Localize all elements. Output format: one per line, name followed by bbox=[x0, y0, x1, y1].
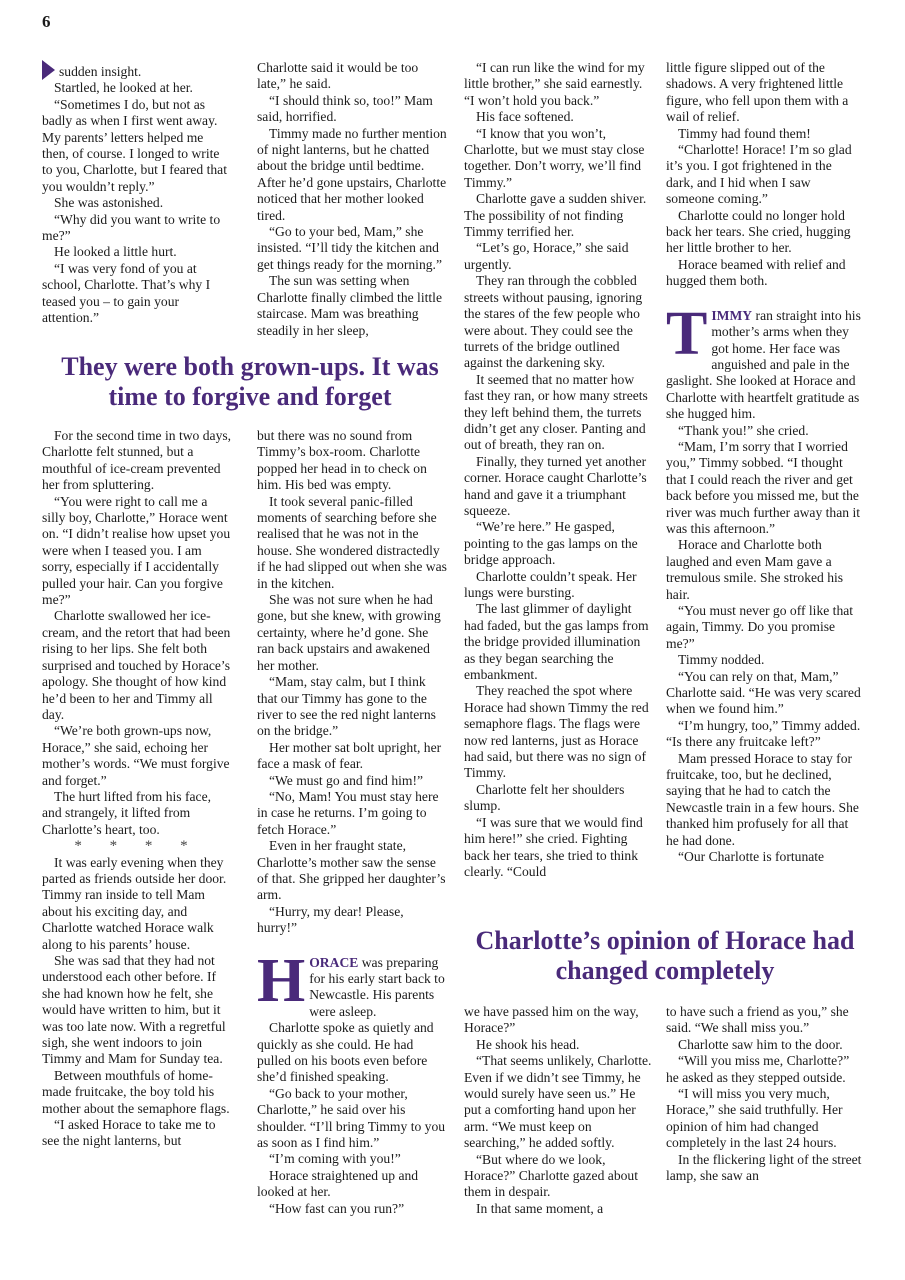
paragraph: Charlotte saw him to the door. bbox=[678, 1036, 843, 1052]
paragraph: “Hurry, my dear! Please, hurry!” bbox=[257, 903, 404, 936]
paragraph: She was not sure when he had gone, but she knew, with growing certainty, where he’d gone. She ran back upstairs and awakened her mother. bbox=[257, 592, 441, 673]
paragraph: “Thank you!” she cried. bbox=[678, 422, 809, 438]
paragraph: Charlotte swallowed her ice-cream, and the retort that had been rising to her lips. She felt both surprised and touched by Horace’s apology. She thought of how kind he’d been to her and Timmy all day. bbox=[42, 608, 231, 722]
paragraph: Finally, they turned yet another corner. Horace caught Charlotte’s hand and gave it a triumphant squeeze. bbox=[464, 453, 647, 518]
paragraph: “Let’s go, Horace,” she said urgently. bbox=[464, 240, 629, 272]
paragraph: “Sometimes I do, but not as badly as when I first went away. My parents’ letters helped me then, of course. I longed to write to you, Charlotte, but I feared that you wouldn’t reply.” bbox=[42, 96, 227, 194]
paragraph: The last glimmer of daylight had faded, but the gas lamps from the bridge provided illumination as they began searching the embankment. bbox=[464, 601, 649, 683]
paragraph: Charlotte said it would be too late,” he said. bbox=[257, 60, 419, 92]
lead-word: IMMY bbox=[711, 307, 753, 323]
paragraph: They reached the spot where Horace had shown Timmy the red semaphore flags. The flags were now red lanterns, just as Horace had said, but there was no sign of Timmy. bbox=[464, 683, 649, 781]
paragraph: “Mam, I’m sorry that I worried you,” Timmy sobbed. “I thought that I could reach the river and get back before you missed me, but the river was much further away than it was this afternoon.” bbox=[666, 438, 861, 536]
paragraph: to have such a friend as you,” she said. “We shall miss you.” bbox=[666, 1004, 849, 1036]
paragraph-text: ran straight into his mother’s arms when they got home. Her face was anguished and pale in the gaslight. She looked at Horace and Charlotte with heartfelt gratitude as she hugged him. bbox=[666, 307, 861, 422]
paragraph: Horace straightened up and looked at her. bbox=[257, 1167, 419, 1200]
paragraph: Timmy had found them! bbox=[678, 125, 811, 141]
section-separator: * * * * bbox=[74, 838, 200, 855]
lead-word: ORACE bbox=[309, 954, 359, 970]
paragraph: Her mother sat bolt upright, her face a mask of fear. bbox=[257, 739, 442, 772]
paragraph: It was early evening when they parted as friends outside her door. Timmy ran inside to tell Mam about his exciting day, and Charlotte watched Horace walk along to his parents’ house. bbox=[42, 854, 227, 952]
paragraph: but there was no sound from Timmy’s box-room. Charlotte popped her head in to check on him. His bed was empty. bbox=[257, 428, 427, 493]
paragraph: “I was very fond of you at school, Charlotte. That’s why I teased you – to gain your attention.” bbox=[42, 260, 211, 326]
paragraph: “We’re both grown-ups now, Horace,” she said, echoing her mother’s words. “We must forgive and forget.” bbox=[42, 723, 230, 788]
paragraph: Startled, he looked at her. bbox=[54, 80, 193, 96]
paragraph: She was sad that they had not understood each other before. If she had known how he felt, she would have written to him, but it was too late now. With a regretful sigh, she went indoors to join Timmy and Mam for Sunday tea. bbox=[42, 953, 226, 1067]
paragraph-text: sudden insight. bbox=[59, 64, 142, 79]
column-3 bbox=[464, 60, 654, 880]
drop-cap: T bbox=[666, 299, 708, 368]
column-3-bottom bbox=[464, 1004, 654, 1217]
paragraph: we have passed him on the way, Horace?” bbox=[464, 1004, 639, 1036]
paragraph: “You were right to call me a silly boy, Charlotte,” Horace went on. “I didn’t realise how upset you were when I teased you. I am sorry, especially if I accidentally pulled your hair. Can you forgive me?” bbox=[42, 493, 231, 608]
paragraph: “Our Charlotte is fortunate bbox=[678, 849, 825, 865]
paragraph: “I was sure that we would find him here!” she cried. Fighting back her tears, she tried to think clearly. “Could bbox=[464, 814, 643, 879]
paragraph: “You can rely on that, Mam,” Charlotte said. “He was very scared when we found him.” bbox=[666, 668, 861, 717]
paragraph: His face softened. bbox=[476, 109, 574, 125]
column-1-middle bbox=[42, 428, 232, 1150]
paragraph: He looked a little hurt. bbox=[54, 244, 177, 260]
column-2-middle bbox=[257, 428, 447, 1217]
column-4-bottom bbox=[666, 1004, 862, 1184]
page-number: 6 bbox=[42, 12, 51, 31]
paragraph: She was astonished. bbox=[54, 195, 164, 211]
paragraph: Mam pressed Horace to stay for fruitcake, too, but he declined, saying that he had to catch the Newcastle train in a few hours. She thanked him profusely for all that he had done. bbox=[666, 750, 859, 848]
paragraph: “Mam, stay calm, but I think that our Timmy has gone to the river to see the red night lanterns on the bridge.” bbox=[257, 674, 436, 739]
paragraph: Charlotte couldn’t speak. Her lungs were bursting. bbox=[464, 568, 637, 600]
paragraph: “No, Mam! You must stay here in case he returns. I’m going to fetch Horace.” bbox=[257, 788, 439, 837]
paragraph: “We must go and find him!” bbox=[269, 772, 424, 788]
paragraph: “Why did you want to write to me?” bbox=[42, 211, 221, 244]
paragraph: “You must never go off like that again, Timmy. Do you promise me?” bbox=[666, 603, 854, 651]
paragraph: “I know that you won’t, Charlotte, but we must stay close together. Don’t worry, we’ll find Timmy.” bbox=[464, 125, 645, 190]
paragraph: In that same moment, a bbox=[476, 1200, 604, 1216]
paragraph-text: was preparing for his early start back to Newcastle. His parents were asleep. bbox=[309, 954, 445, 1019]
paragraph: “How fast can you run?” bbox=[269, 1200, 405, 1216]
paragraph: “Will you miss me, Charlotte?” he asked as they stepped outside. bbox=[666, 1053, 850, 1085]
paragraph: Charlotte could no longer hold back her tears. She cried, hugging her little brother to her. bbox=[666, 207, 851, 256]
triangle-marker-icon bbox=[42, 60, 55, 80]
paragraph: Charlotte gave a sudden shiver. The possibility of not finding Timmy terrified her. bbox=[464, 191, 647, 240]
paragraph: For the second time in two days, Charlotte felt stunned, but a mouthful of ice-cream prevented her from spluttering. bbox=[42, 428, 232, 493]
paragraph: Even in her fraught state, Charlotte’s mother saw the sense of that. She gripped her daughter’s arm. bbox=[257, 838, 446, 903]
paragraph: “I can run like the wind for my little brother,” she said earnestly. “I won’t hold you back.” bbox=[464, 60, 645, 108]
paragraph: Between mouthfuls of home-made fruitcake, the boy told his mother about the semaphore flags. bbox=[42, 1067, 230, 1116]
paragraph: “I’m coming with you!” bbox=[269, 1151, 401, 1167]
paragraph: “I asked Horace to take me to see the night lanterns, but bbox=[42, 1117, 216, 1149]
paragraph: “Go to your bed, Mam,” she insisted. “I’ll tidy the kitchen and get things ready for the morning.” bbox=[257, 224, 442, 272]
paragraph: “That seems unlikely, Charlotte. Even if we didn’t see Timmy, he would surely have seen us.” He put a comforting hand upon her arm. “We must keep on searching,” he added softly. bbox=[464, 1053, 652, 1151]
paragraph: “I will miss you very much, Horace,” she said truthfully. Her opinion of him had changed completely in the last 24 hours. bbox=[666, 1086, 843, 1151]
paragraph: “Go back to your mother, Charlotte,” he said over his shoulder. “I’ll bring Timmy to you as soon as I find him.” bbox=[257, 1085, 446, 1151]
paragraph: “I’m hungry, too,” Timmy added. “Is there any fruitcake left?” bbox=[666, 717, 861, 750]
paragraph: “I should think so, too!” Mam said, horrified. bbox=[257, 92, 433, 125]
paragraph: Charlotte felt her shoulders slump. bbox=[464, 781, 625, 814]
paragraph: little figure slipped out of the shadows. A very frightened little figure, who fell upon them with a wail of relief. bbox=[666, 60, 849, 125]
paragraph: The hurt lifted from his face, and strangely, it lifted from Charlotte’s heart, too. bbox=[42, 788, 212, 837]
paragraph: The sun was setting when Charlotte finally climbed the little staircase. Mam was breathing steadily in her sleep, bbox=[257, 273, 442, 338]
drop-cap: H bbox=[257, 946, 306, 1015]
paragraph bbox=[42, 60, 232, 80]
paragraph: “But where do we look, Horace?” Charlotte gazed about them in despair. bbox=[464, 1151, 638, 1200]
paragraph: It seemed that no matter how fast they ran, or how many streets they left behind them, the turrets didn’t get any closer. Panting and out of breath, they ran on. bbox=[464, 371, 648, 453]
column-1-top bbox=[42, 60, 232, 327]
paragraph: He shook his head. bbox=[476, 1036, 580, 1052]
paragraph: “We’re here.” He gasped, pointing to the gas lamps on the bridge approach. bbox=[464, 519, 638, 568]
paragraph: Timmy nodded. bbox=[678, 652, 765, 668]
column-2-top bbox=[257, 60, 447, 339]
headline-2: Charlotte’s opinion of Horace had changed completely bbox=[475, 926, 855, 985]
column-4 bbox=[666, 60, 862, 866]
paragraph: Horace beamed with relief and hugged them both. bbox=[666, 256, 846, 289]
drop-cap-paragraph bbox=[257, 946, 447, 1021]
drop-cap-paragraph bbox=[666, 299, 862, 423]
paragraph: It took several panic-filled moments of searching before she realised that he was not in the house. She wondered distractedly if he had slipped out when she was in the kitchen. bbox=[257, 493, 447, 591]
paragraph: Horace and Charlotte both laughed and even Mam gave a tremulous smile. She stroked his hair. bbox=[666, 537, 844, 602]
paragraph: “Charlotte! Horace! I’m so glad it’s you. I got frightened in the dark, and I hid when I saw someone coming.” bbox=[666, 142, 852, 207]
paragraph: Timmy made no further mention of night lanterns, but he chatted about the bridge until bedtime. After he’d gone upstairs, Charlotte noticed that her mother looked tired. bbox=[257, 125, 447, 223]
paragraph: Charlotte spoke as quietly and quickly as she could. He had pulled on his boots even before she’d finished speaking. bbox=[257, 1020, 434, 1085]
paragraph: They ran through the cobbled streets without pausing, ignoring the stares of the few people who were about. They could see the turrets of the bridge outlined against the darkening sky. bbox=[464, 273, 643, 371]
headline-1: They were both grown-ups. It was time to forgive and forget bbox=[61, 352, 439, 411]
paragraph: In the flickering light of the street lamp, she saw an bbox=[666, 1151, 862, 1184]
